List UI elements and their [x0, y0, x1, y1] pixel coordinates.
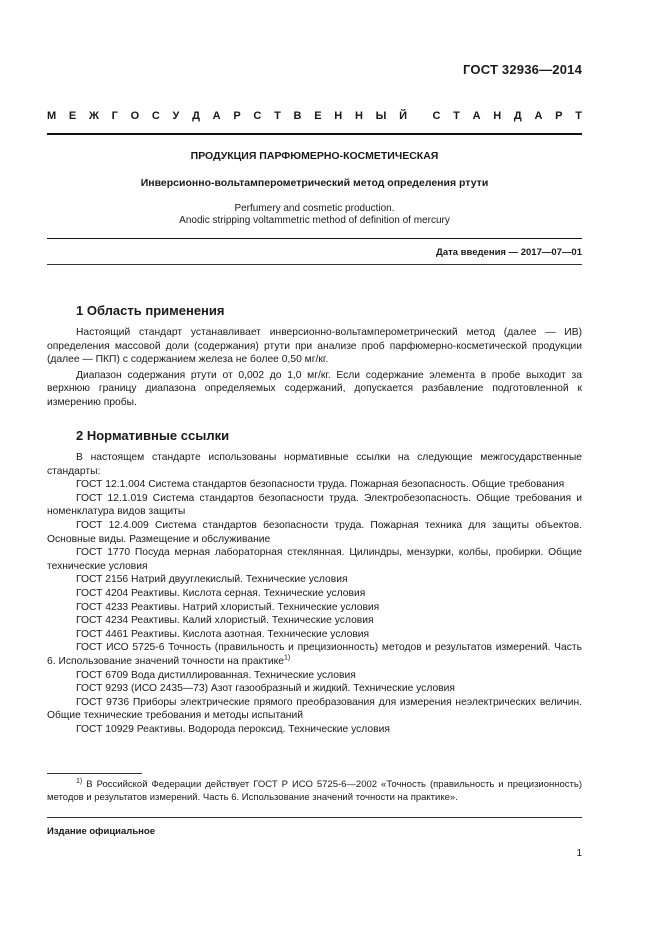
- normative-reference: ГОСТ 12.4.009 Система стандартов безопасности труда. Пожарная техника для защиты объектов. Основные виды. Размещение и обслуживание: [47, 519, 582, 545]
- banner-letter: Т: [453, 110, 460, 122]
- banner-letter: В: [293, 110, 302, 122]
- banner-letter: Н: [334, 110, 343, 122]
- footnote: [47, 778, 582, 804]
- intro-date-rule: [47, 264, 582, 265]
- banner-letter: А: [534, 110, 543, 122]
- normative-reference: ГОСТ 6709 Вода дистиллированная. Технические условия: [76, 669, 356, 681]
- normative-reference: ГОСТ 10929 Реактивы. Водорода пероксид. Технические условия: [76, 723, 390, 735]
- normative-reference: ГОСТ 4234 Реактивы. Калий хлористый. Технические условия: [76, 615, 374, 627]
- banner-letter: С: [151, 110, 160, 122]
- gost-number: ГОСТ 32936—2014: [463, 62, 582, 77]
- banner-letter: У: [172, 110, 180, 122]
- banner-letter: М: [47, 110, 57, 122]
- banner-letter: Н: [493, 110, 502, 122]
- section-2-body: [47, 451, 582, 736]
- normative-reference: ГОСТ 12.1.019 Система стандартов безопасности труда. Электробезопасность. Общие требования и номенклатура видов защиты: [47, 492, 582, 518]
- banner-letter: Р: [555, 110, 563, 122]
- normative-reference: ГОСТ 4204 Реактивы. Кислота серная. Технические условия: [76, 587, 366, 599]
- banner-letter: Е: [314, 110, 322, 122]
- normative-reference: ГОСТ 2156 Натрий двууглекислый. Технические условия: [76, 574, 348, 586]
- banner-letter: Т: [575, 110, 582, 122]
- banner-letter: Р: [233, 110, 241, 122]
- section-2-heading: 2 Нормативные ссылки: [76, 428, 230, 443]
- title-rule: [47, 238, 582, 239]
- interstate-standard-banner: [47, 110, 582, 122]
- banner-letter: Г: [111, 110, 118, 122]
- normative-reference: ГОСТ 4461 Реактивы. Кислота азотная. Технические условия: [76, 628, 370, 640]
- intro-date: Дата введения — 2017—07—01: [436, 247, 582, 258]
- title-main: ПРОДУКЦИЯ ПАРФЮМЕРНО-КОСМЕТИЧЕСКАЯ: [190, 150, 439, 162]
- footnote-separator: [47, 773, 142, 774]
- normative-reference: ГОСТ 12.1.004 Система стандартов безопасности труда. Пожарная безопасность. Общие требования: [76, 479, 565, 491]
- section-1-body: [47, 326, 582, 410]
- banner-letter: Д: [513, 110, 522, 122]
- banner-letter: А: [212, 110, 221, 122]
- banner-letter: С: [432, 110, 441, 122]
- banner-letter: Ж: [88, 110, 99, 122]
- banner-letter: Т: [274, 110, 281, 122]
- banner-letter: Д: [192, 110, 200, 122]
- banner-letter: Е: [68, 110, 77, 122]
- title-method: Инверсионно-вольтамперометрический метод определения ртути: [140, 177, 489, 189]
- section-2-intro: В настоящем стандарте использованы нормативные ссылки на следующие межгосударственные стандарты:: [47, 452, 582, 477]
- normative-reference: ГОСТ 9293 (ИСО 2435—73) Азот газообразный и жидкий. Технические условия: [76, 683, 455, 695]
- section-1-heading: 1 Область применения: [76, 303, 225, 318]
- section-1-paragraph: Диапазон содержания ртути от 0,002 до 1,0 мг/кг. Если содержание элемента в пробе выходит за верхнюю границу диапазона определяемых содержаний, допускается разбавление подготовленной к измерению пробы.: [47, 369, 582, 408]
- normative-reference: ГОСТ 9736 Приборы электрические прямого преобразования для измерения неэлектрических величин. Общие технические требования и методы испытаний: [47, 696, 582, 722]
- banner-letter: Й: [399, 110, 408, 122]
- normative-reference: ГОСТ 4233 Реактивы. Натрий хлористый. Технические условия: [76, 601, 380, 613]
- footnote-text: В Российской Федерации действует ГОСТ Р ИСО 5725-6—2002 «Точность (правильность и прецизионность) методов и результатов измерений. Часть 6. Использование значений точности на практике».: [47, 779, 583, 803]
- banner-letter: О: [130, 110, 140, 122]
- footer-rule: [47, 817, 582, 818]
- banner-letter: Н: [354, 110, 363, 122]
- section-1-paragraph: Настоящий стандарт устанавливает инверсионно-вольтамперометрический метод (далее — ИВ) определения массовой доли (содержания) ртути при анализе проб парфюмерно-косметической продукции (далее — ПКП) с содержанием железа не более 0,50 мг/кг.: [47, 327, 582, 366]
- normative-reference: ГОСТ 1770 Посуда мерная лабораторная стеклянная. Цилиндры, мензурки, колбы, пробирки. Общие технические условия: [47, 547, 582, 572]
- page-number: 1: [576, 848, 582, 859]
- header-rule: [47, 133, 582, 135]
- normative-reference-text: ГОСТ ИСО 5725-6 Точность (правильность и прецизионность) методов и результатов измерений. Часть 6. Использование значений точности на практике: [47, 642, 582, 667]
- title-english-line1: Perfumery and cosmetic production.: [234, 203, 395, 214]
- banner-letter: Ы: [375, 110, 387, 122]
- banner-letter: А: [472, 110, 481, 122]
- official-edition-label: Издание официальное: [47, 826, 155, 837]
- footnote-mark: 1): [76, 777, 83, 785]
- banner-letter: С: [253, 110, 262, 122]
- footnote-marker: 1): [284, 654, 291, 662]
- normative-reference-with-footnote: [47, 641, 582, 668]
- title-english-line2: Anodic stripping voltammetric method of definition of mercury: [179, 215, 450, 226]
